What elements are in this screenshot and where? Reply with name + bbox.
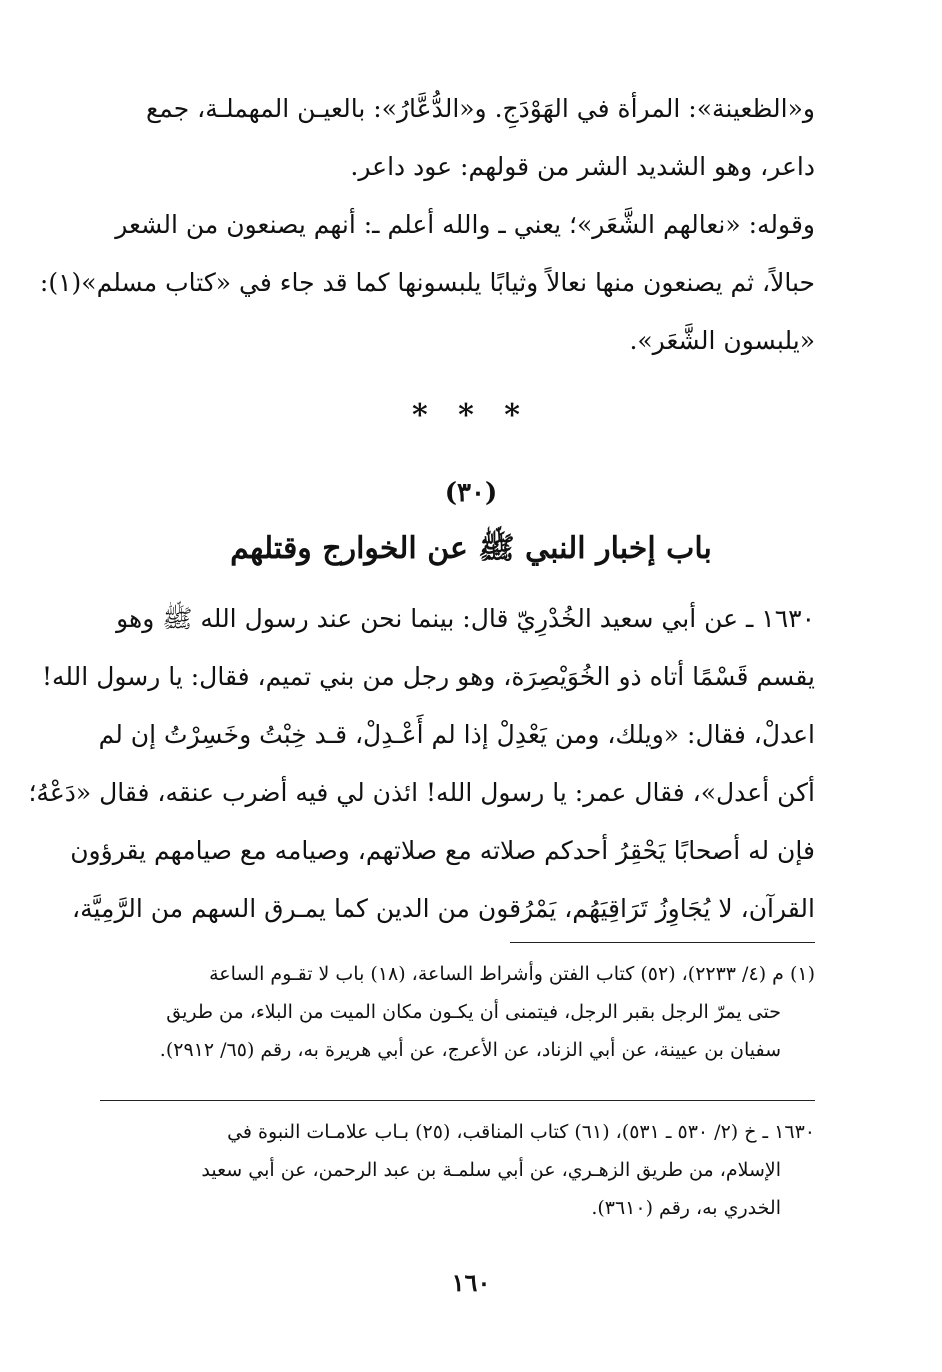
footnote-line: ١٦٣٠ ـ خ (٢/ ٥٣٠ ـ ٥٣١)، (٦١) كتاب المناقب، (٢٥) بـاب علامـات النبوة في <box>227 1121 815 1143</box>
footnote-line: (١) م (٤/ ٢٢٣٣)، (٥٢) كتاب الفتن وأشراط الساعة، (١٨) باب لا تقـوم الساعة <box>209 963 815 985</box>
paragraph-commentary <box>39 196 815 370</box>
text-line: حبالاً، ثم يصنعون منها نعالاً وثيابًا يلبسونها كما قد جاء في «كتاب مسلم»(١): <box>39 268 815 297</box>
footnote-line: سفيان بن عيينة، عن أبي الزناد، عن الأعرج، عن أبي هريرة به، رقم (٦٥/ ٢٩١٢). <box>159 1039 781 1061</box>
text-line: أكن أعدل»، فقال عمر: يا رسول الله! ائذن لي فيه أضرب عنقه، فقال «دَعْهُ؛ <box>28 778 815 807</box>
footnote-line: الإسلام، من طريق الزهـري، عن أبي سلمـة بن عبد الرحمن، عن أبي سعيد <box>201 1159 781 1181</box>
footnote-1 <box>100 955 815 1069</box>
text-line: يقسم قَسْمًا أتاه ذو الخُوَيْصِرَة، وهو رجل من بني تميم، فقال: يا رسول الله! <box>41 662 815 691</box>
text-line: اعدلْ، فقال: «ويلك، ومن يَعْدِلْ إذا لم أَعْـدِلْ، قـد خِبْتُ وخَسِرْتُ إن لم <box>98 720 815 749</box>
footnote-divider <box>100 1100 815 1101</box>
hadith-text <box>28 590 815 938</box>
page-number: ١٦٠ <box>451 1268 491 1297</box>
paragraph-definitions <box>100 80 815 196</box>
footnote-line: حتى يمرّ الرجل بقبر الرجل، فيتمنى أن يكـون مكان الميت من البلاء، من طريق <box>166 1001 781 1023</box>
chapter-title: باب إخبار النبي ﷺ عن الخوارج وقتلهم <box>230 531 712 566</box>
section-separator: * * * <box>412 398 530 433</box>
footnote-line: الخدري به، رقم (٣٦١٠). <box>591 1197 781 1219</box>
text-line: داعر، وهو الشديد الشر من قولهم: عود داعر. <box>350 152 815 181</box>
chapter-number: (٣٠) <box>444 478 498 508</box>
footnote-rule <box>510 942 815 943</box>
text-line: وقوله: «نعالهم الشَّعَر»؛ يعني ـ والله أعلم ـ: أنهم يصنعون من الشعر <box>115 210 815 239</box>
footnote-2 <box>100 1113 815 1227</box>
text-line: فإن له أصحابًا يَحْقِرُ أحدكم صلاته مع صلاتهم، وصيامه مع صيامهم يقرؤون <box>70 836 815 865</box>
text-line: القرآن، لا يُجَاوِزُ تَرَاقِيَهُم، يَمْرُقون من الدين كما يمـرق السهم من الرَّمِيَّة، <box>72 894 815 923</box>
text-line: «يلبسون الشَّعَر». <box>629 326 815 355</box>
text-line: و«الظعينة»: المرأة في الهَوْدَجِ. و«الدُّعَّارُ»: بالعيـن المهملـة، جمع <box>145 94 815 123</box>
text-line: ١٦٣٠ ـ عن أبي سعيد الخُدْرِيّ قال: بينما نحن عند رسول الله ﷺ وهو <box>116 604 815 633</box>
